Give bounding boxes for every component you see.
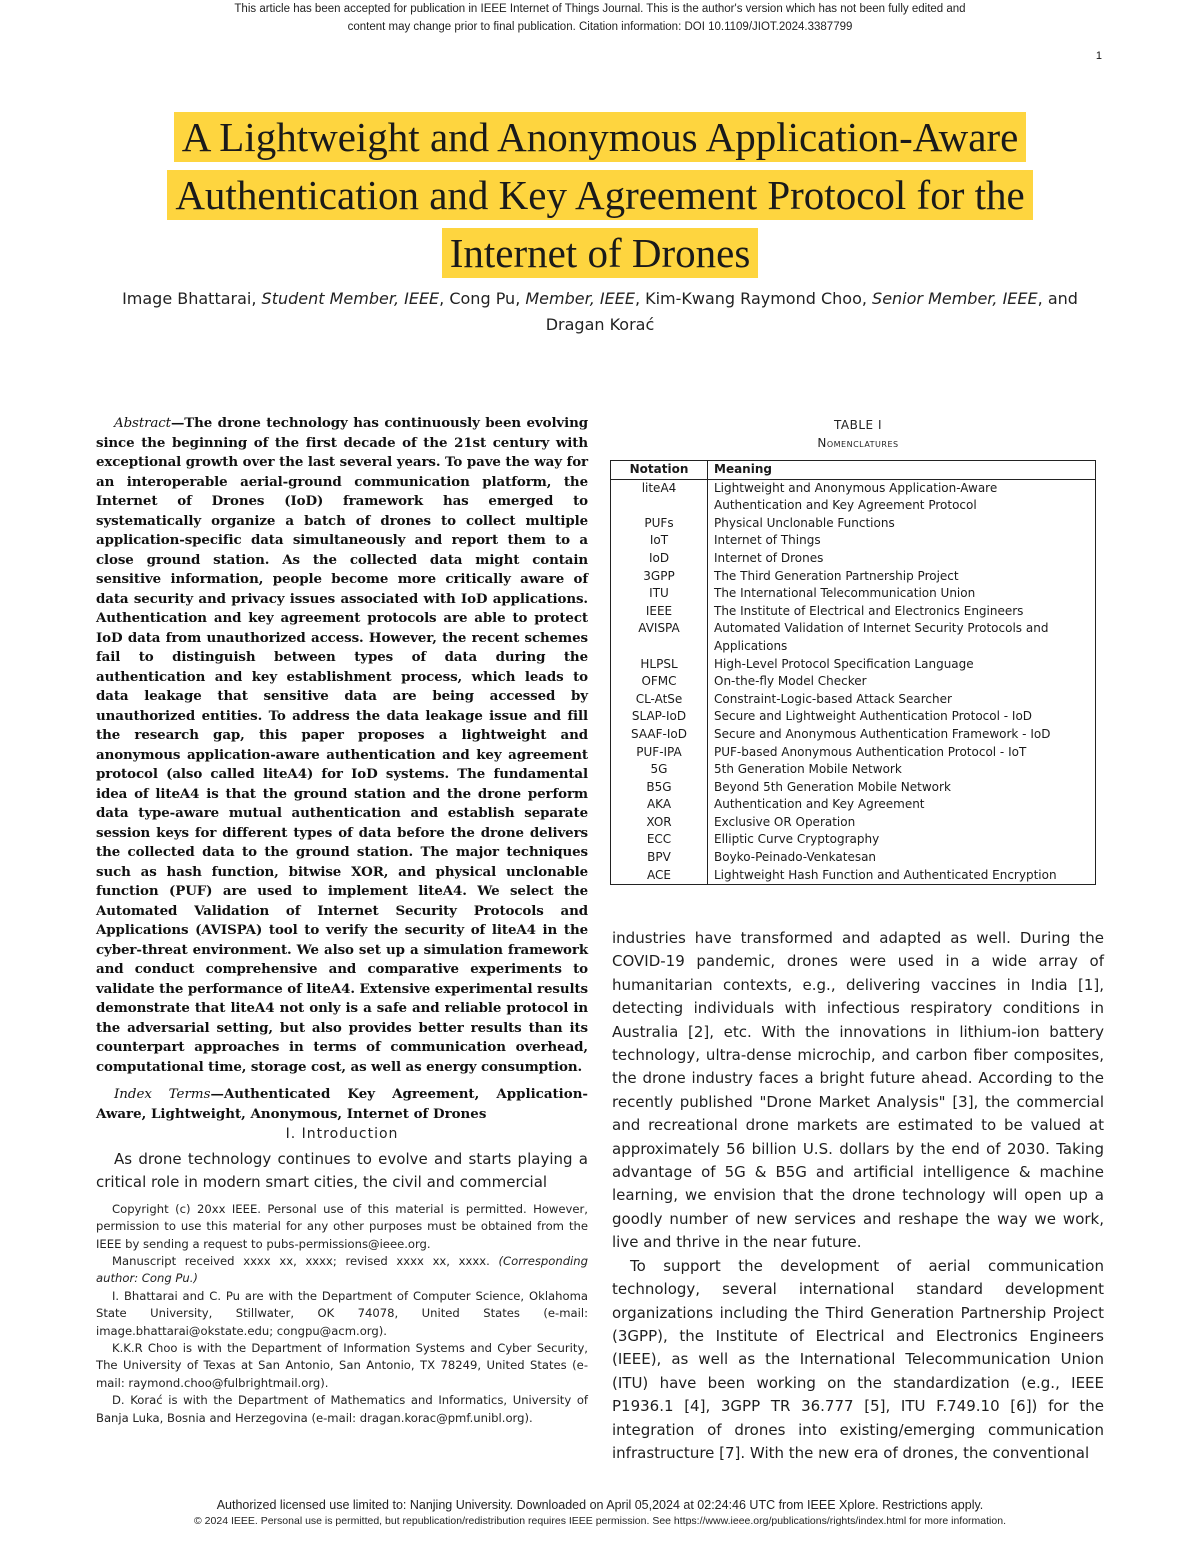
table-row — [611, 479, 1096, 515]
table-cell-meaning: Beyond 5th Generation Mobile Network — [714, 779, 951, 794]
table-row — [611, 708, 1096, 726]
nomenclature-table-block — [612, 416, 1104, 885]
author-3-role: Senior Member, IEEE — [872, 289, 1038, 308]
table-row — [611, 779, 1096, 797]
table-cell-notation: PUF-IPA — [611, 744, 708, 762]
table-row — [611, 744, 1096, 762]
table-row — [611, 814, 1096, 832]
table-cell-meaning: Authentication and Key Agreement — [714, 797, 925, 812]
table-cell-notation: AKA — [611, 796, 708, 814]
footnote-copyright: Copyright (c) 20xx IEEE. Personal use of this material is permitted. However, permission to use this material for any other purposes must be obtained from the IEEE by sending a request to pubs-permissions@ieee.org. — [96, 1201, 588, 1251]
right-column-text — [612, 927, 1104, 1465]
table-cell-meaning: The International Telecommunication Union — [714, 586, 976, 601]
table-cell-meaning: Lightweight and Anonymous Application-Aware Authentication and Key Agreement Protocol — [714, 480, 998, 513]
table-cell-meaning: Elliptic Curve Cryptography — [714, 832, 880, 847]
section-heading-introduction: I. Introduction — [285, 1126, 399, 1142]
banner-line-2: content may change prior to final publication. Citation information: DOI 10.1109/JIOT.2024.3387799 — [347, 21, 853, 33]
table-cell-meaning: PUF-based Anonymous Authentication Protocol - IoT — [714, 744, 1027, 759]
table-row — [611, 726, 1096, 744]
author-3: , Kim-Kwang Raymond Choo, — [634, 289, 873, 308]
footnote-affiliation-1: I. Bhattarai and C. Pu are with the Department of Computer Science, Oklahoma State University, Stillwater, OK 74078, United States (e-mail: image.bhattarai@okstate.edu; congpu@acm.org). — [96, 1288, 588, 1338]
author-list — [120, 286, 1080, 338]
footnote-manuscript-text: Manuscript received xxxx xx, xxxx; revised xxxx xx, xxxx. — [112, 1254, 499, 1269]
table-cell-meaning: High-Level Protocol Specification Language — [714, 656, 974, 671]
table-row — [611, 796, 1096, 814]
intro-paragraph-1-start: As drone technology continues to evolve and starts playing a critical role in modern smart cities, the civil and commercial — [96, 1150, 588, 1192]
banner-line-1: This article has been accepted for publication in IEEE Internet of Things Journal. This is the author's version which has not been fully edited and — [234, 3, 966, 15]
table-cell-notation: ITU — [611, 585, 708, 603]
abstract — [96, 414, 588, 1077]
title-line-3: Internet of Drones — [442, 228, 759, 278]
table-cell-notation: PUFs — [611, 515, 708, 533]
table-cell-meaning: Secure and Anonymous Authentication Framework - IoD — [714, 726, 1051, 741]
table-cell-notation: B5G — [611, 779, 708, 797]
table-row — [611, 831, 1096, 849]
table-cell-notation: ACE — [611, 867, 708, 885]
table-row — [611, 532, 1096, 550]
table-cell-meaning: Lightweight Hash Function and Authenticated Encryption — [714, 867, 1057, 882]
table-cell-meaning: Physical Unclonable Functions — [714, 515, 895, 530]
table-cell-meaning: Secure and Lightweight Authentication Protocol - IoD — [714, 709, 1033, 724]
footer-license-line: Authorized licensed use limited to: Nanjing University. Downloaded on April 05,2024 at 02:24:46 UTC from IEEE Xplore. Restrictions apply. — [216, 1498, 984, 1512]
table-header-notation: Notation — [611, 461, 708, 480]
table-cell-notation: IoD — [611, 550, 708, 568]
footnote-corresponding: (Corresponding author: Cong Pu.) — [96, 1254, 588, 1286]
page-number: 1 — [1095, 50, 1102, 62]
table-cell-notation: IoT — [611, 532, 708, 550]
table-cell-notation: 3GPP — [611, 568, 708, 586]
table-cell-notation: SAAF-IoD — [611, 726, 708, 744]
table-row — [611, 620, 1096, 655]
index-terms-text: —Authenticated Key Agreement, Application-Aware, Lightweight, Anonymous, Internet of Drones — [96, 1086, 588, 1122]
paper-title — [80, 108, 1120, 282]
footer-copyright-line: © 2024 IEEE. Personal use is permitted, but republication/redistribution requires IEEE permission. See https://www.ieee.org/publications/rights/index.html for more information. — [194, 1515, 1006, 1527]
table-cell-notation: CL-AtSe — [611, 691, 708, 709]
table-cell-notation: BPV — [611, 849, 708, 867]
index-terms-lead: Index Terms — [114, 1087, 211, 1102]
title-line-2: Authentication and Key Agreement Protocol for the — [167, 170, 1032, 220]
table-cell-notation: IEEE — [611, 603, 708, 621]
left-column — [96, 414, 588, 1427]
table-cell-meaning: Automated Validation of Internet Security Protocols and Applications — [714, 621, 1049, 653]
table-row — [611, 603, 1096, 621]
author-1-role: Student Member, IEEE — [261, 289, 440, 308]
table-caption-title: Nomenclatures — [817, 436, 899, 450]
table-cell-meaning: On-the-fly Model Checker — [714, 674, 867, 689]
table-cell-meaning: The Institute of Electrical and Electronics Engineers — [714, 603, 1024, 618]
author-2-role: Member, IEEE — [525, 289, 635, 308]
table-row — [611, 585, 1096, 603]
table-row — [611, 849, 1096, 867]
table-header-row — [611, 461, 1096, 480]
abstract-lead: Abstract — [114, 416, 171, 431]
abstract-text: —The drone technology has continuously been evolving since the beginning of the first decade of the 21st century with exceptional growth over the last several years. To pave the way for an interoperable aerial-ground communication platform, the Internet of Drones (IoD) framework has emerged to systematically organize a batch of drones to collect multiple application-specific data simultaneously and report them to a close ground station. As the collected data might contain sensitive information, people become more critically aware of data security and privacy issues associated with IoD applications. Authentication and key agreement protocols are able to protect IoD data from unauthorized access. However, the recent schemes fail to distinguish between types of data during the authentication and key establishment process, which leads to data leakage that sensitive data are being accessed by unauthorized entities. To address the data leakage issue and fill the research gap, this paper proposes a lightweight and anonymous application-aware authentication and key agreement protocol (also called liteA4) for IoD systems. The fundamental idea of liteA4 is that the ground station and the drone perform data type-aware mutual authentication and establish separate session keys for different types of data before the drone delivers the collected data to the ground station. The major techniques such as hash function, bitwise XOR, and physical unclonable function (PUF) are used to implement liteA4. We select the Automated Validation of Internet Security Protocols and Applications (AVISPA) tool to verify the security of liteA4 in the cyber-threat environment. We also set up a simulation framework and conduct comprehensive and comparative experiments to validate the performance of liteA4. Extensive experimental results demonstrate that liteA4 not only is a safe and reliable protocol in the adversarial setting, but also provides better results than its counterpart approaches in terms of communication overhead, computational time, storage cost, as well as energy consumption. — [96, 415, 588, 1075]
table-cell-notation: OFMC — [611, 673, 708, 691]
table-cell-notation: HLPSL — [611, 656, 708, 674]
table-row — [611, 761, 1096, 779]
footnote-manuscript — [96, 1253, 588, 1288]
table-cell-meaning: Exclusive OR Operation — [714, 814, 856, 829]
table-row — [611, 515, 1096, 533]
table-row — [611, 568, 1096, 586]
author-4: , and Dragan Korać — [545, 289, 1078, 334]
footnote-affiliation-2: K.K.R Choo is with the Department of Information Systems and Cyber Security, The University of Texas at San Antonio, San Antonio, TX 78249, United States (e-mail: raymond.choo@fulbrightmail.org). — [96, 1341, 588, 1390]
table-row — [611, 656, 1096, 674]
table-header-meaning: Meaning — [708, 461, 1096, 480]
intro-paragraph-2: To support the development of aerial communication technology, several international standard development organizations including the Third Generation Partnership Project (3GPP), the Institute of Electrical and Electronics Engineers (IEEE), as well as the International Telecommunication Union (ITU) have been working on the standardization (e.g., IEEE P1936.1 [4], 3GPP TR 36.777 [5], ITU F.749.10 [6]) for the integration of drones into existing/emerging communication infrastructure [7]. With the new era of drones, the conventional — [612, 1256, 1104, 1462]
title-line-1: A Lightweight and Anonymous Application-Aware — [174, 112, 1027, 162]
footnotes — [96, 1201, 588, 1427]
table-cell-meaning: Constraint-Logic-based Attack Searcher — [714, 691, 952, 706]
table-cell-meaning: Internet of Drones — [714, 550, 824, 565]
intro-paragraph-1-continued: industries have transformed and adapted as well. During the COVID-19 pandemic, drones were used in a wide array of humanitarian contexts, e.g., delivering vaccines in India [1], detecting individuals with infectious respiratory conditions in Australia [2], etc. With the innovations in lithium-ion battery technology, ultra-dense microchip, and carbon fiber composites, the drone industry faces a bright future ahead. According to the recently published "Drone Market Analysis" [3], the commercial and recreational drone markets are estimated to be valued at approximately 56 billion U.S. dollars by the end of 2030. Taking advantage of 5G & B5G and artificial intelligence & machine learning, we envision that the drone technology will open up a goodly number of new services and reshape the way we work, live and thrive in the near future. — [612, 929, 1104, 1252]
nomenclature-table — [610, 460, 1096, 885]
table-cell-notation: AVISPA — [611, 620, 708, 655]
author-1: Image Bhattarai, — [122, 289, 262, 308]
table-cell-notation: 5G — [611, 761, 708, 779]
table-caption-number: TABLE I — [834, 418, 882, 432]
publication-banner — [0, 0, 1200, 36]
table-cell-meaning: 5th Generation Mobile Network — [714, 762, 902, 777]
table-cell-notation: XOR — [611, 814, 708, 832]
table-cell-meaning: The Third Generation Partnership Project — [714, 568, 959, 583]
table-cell-notation: liteA4 — [611, 479, 708, 515]
table-cell-notation: ECC — [611, 831, 708, 849]
table-row — [611, 867, 1096, 885]
index-terms — [96, 1085, 588, 1124]
table-cell-notation: SLAP-IoD — [611, 708, 708, 726]
table-row — [611, 691, 1096, 709]
table-row — [611, 673, 1096, 691]
table-row — [611, 550, 1096, 568]
footnote-affiliation-3: D. Korać is with the Department of Mathematics and Informatics, University of Banja Luka, Bosnia and Herzegovina (e-mail: dragan.korac@pmf.unibl.org). — [96, 1393, 588, 1425]
table-cell-meaning: Internet of Things — [714, 533, 821, 548]
author-2: , Cong Pu, — [439, 289, 526, 308]
page-footer — [0, 1496, 1200, 1528]
table-cell-meaning: Boyko-Peinado-Venkatesan — [714, 850, 877, 865]
